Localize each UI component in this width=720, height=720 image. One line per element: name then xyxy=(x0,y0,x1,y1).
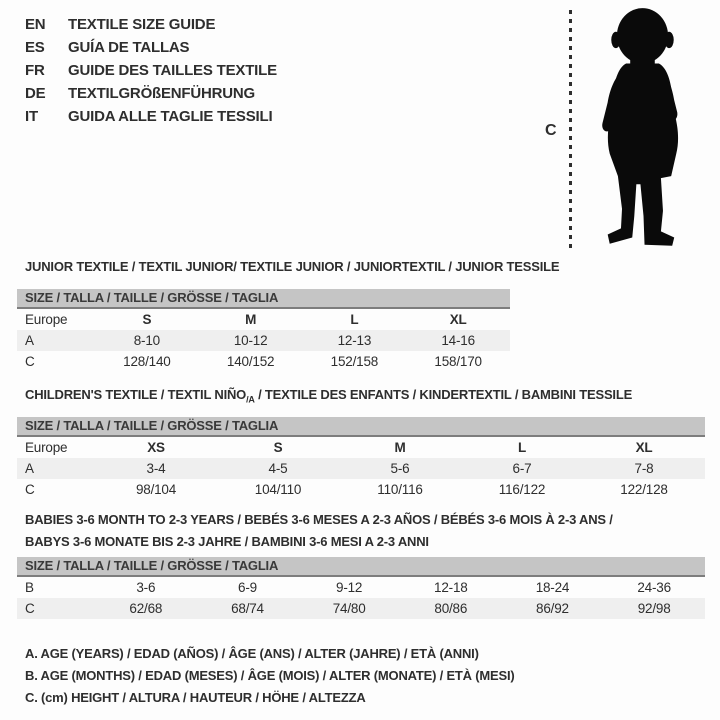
cell-value: 74/80 xyxy=(332,601,366,616)
language-code: DE xyxy=(25,85,46,102)
language-label: GUÍA DE TALLAS xyxy=(68,39,190,56)
children-size-table xyxy=(17,437,705,500)
language-row xyxy=(25,13,277,36)
cell-value: 24-36 xyxy=(637,580,671,595)
cell-value: 10-12 xyxy=(233,333,268,348)
children-size-table-block xyxy=(17,417,705,500)
cell-value: XL xyxy=(449,312,467,327)
language-code: IT xyxy=(25,108,38,125)
cell-value: 110/116 xyxy=(377,482,423,497)
table-row xyxy=(17,458,705,479)
cell-value: XS xyxy=(147,440,165,455)
cell-value: S xyxy=(273,440,283,455)
cell-value: M xyxy=(394,440,406,455)
language-header xyxy=(25,13,277,128)
cell-value: 18-24 xyxy=(535,580,570,595)
cell-value: 80/86 xyxy=(434,601,468,616)
table-row xyxy=(17,351,510,372)
cell-value: 5-6 xyxy=(390,461,410,476)
note-age-months: B. AGE (MONTHS) / EDAD (MESES) / ÂGE (MOIS) / ALTER (MONATE) / ETÀ (MESI) xyxy=(25,668,515,683)
cell-value: 12-18 xyxy=(434,580,468,595)
table-row xyxy=(17,577,705,598)
table-row xyxy=(17,437,705,458)
babies-size-table-block xyxy=(17,557,705,619)
cell-value: 7-8 xyxy=(634,461,654,476)
size-bar: SIZE / TALLA / TAILLE / GRÖSSE / TAGLIA xyxy=(17,289,510,309)
section-title-babies xyxy=(25,509,613,553)
junior-size-table xyxy=(17,309,510,372)
cell-value: 6-9 xyxy=(238,580,257,595)
babies-size-table xyxy=(17,577,705,619)
row-label: B xyxy=(25,580,34,595)
table-row xyxy=(17,598,705,619)
language-label: GUIDA ALLE TAGLIE TESSILI xyxy=(68,108,273,125)
section-title-text: CHILDREN'S TEXTILE / TEXTIL NIÑO xyxy=(25,387,247,402)
language-code: FR xyxy=(25,62,45,79)
language-code: ES xyxy=(25,39,45,56)
toddler-silhouette-icon xyxy=(579,6,707,252)
cell-value: 98/104 xyxy=(135,482,177,497)
cell-value: 3-6 xyxy=(136,580,156,595)
cell-value: M xyxy=(245,312,257,327)
row-label: C xyxy=(25,601,35,616)
cell-value: 8-10 xyxy=(133,333,160,348)
table-row xyxy=(17,309,510,330)
cell-value: 122/128 xyxy=(620,482,668,497)
section-title-text: JUNIOR TEXTILE / TEXTIL JUNIOR/ TEXTILE JUNIOR / JUNIORTEXTIL / JUNIOR TESSILE xyxy=(25,259,560,274)
cell-value: S xyxy=(142,312,152,327)
language-label: TEXTILE SIZE GUIDE xyxy=(68,16,216,33)
section-title-line2: BABYS 3-6 MONATE BIS 2-3 JAHRE / BAMBINI 3-6 MESI A 2-3 ANNI xyxy=(25,534,429,549)
legend-notes xyxy=(25,643,515,709)
language-row xyxy=(25,105,277,128)
cell-value: XL xyxy=(635,440,653,455)
cell-value: 3-4 xyxy=(146,461,166,476)
cell-value: 62/68 xyxy=(129,601,163,616)
section-title-line1: BABIES 3-6 MONTH TO 2-3 YEARS / BEBÉS 3-6 MESES A 2-3 AÑOS / BÉBÉS 3-6 MOIS À 2-3 ANS / xyxy=(25,512,613,527)
cell-value: 9-12 xyxy=(336,580,363,595)
language-row xyxy=(25,36,277,59)
cell-value: 12-13 xyxy=(337,333,372,348)
cell-value: 86/92 xyxy=(536,601,569,616)
language-row xyxy=(25,59,277,82)
language-label: TEXTILGRÖßENFÜHRUNG xyxy=(68,85,256,102)
cell-value: 116/122 xyxy=(498,482,546,497)
language-row xyxy=(25,82,277,105)
table-row xyxy=(17,330,510,351)
row-label: A xyxy=(25,461,34,476)
language-label: GUIDE DES TAILLES TEXTILE xyxy=(68,62,277,79)
cell-value: L xyxy=(517,440,527,455)
table-row xyxy=(17,479,705,500)
section-title-subscript: /A xyxy=(246,394,255,405)
cell-value: L xyxy=(350,312,359,327)
cell-value: 68/74 xyxy=(231,601,264,616)
cell-value: 152/158 xyxy=(330,354,379,369)
note-height-cm: C. (cm) HEIGHT / ALTURA / HAUTEUR / HÖHE / ALTEZZA xyxy=(25,690,366,705)
note-age-years: A. AGE (YEARS) / EDAD (AÑOS) / ÂGE (ANS) / ALTER (JAHRE) / ETÀ (ANNI) xyxy=(25,646,479,661)
cell-value: 6-7 xyxy=(512,461,532,476)
cell-value: 104/110 xyxy=(254,482,302,497)
size-bar: SIZE / TALLA / TAILLE / GRÖSSE / TAGLIA xyxy=(17,557,705,577)
size-bar: SIZE / TALLA / TAILLE / GRÖSSE / TAGLIA xyxy=(17,417,705,437)
height-dotted-line xyxy=(569,10,572,252)
cell-value: 140/152 xyxy=(226,354,275,369)
row-label: C xyxy=(25,482,35,497)
row-label: A xyxy=(25,333,34,348)
section-title-children xyxy=(25,384,632,411)
height-measure-label: C xyxy=(545,122,557,139)
cell-value: 128/140 xyxy=(123,354,171,369)
cell-value: 14-16 xyxy=(441,333,475,348)
row-label: Europe xyxy=(25,312,68,327)
row-label: C xyxy=(25,354,35,369)
cell-value: 4-5 xyxy=(268,461,288,476)
toddler-figure-area xyxy=(545,4,710,254)
language-code: EN xyxy=(25,16,46,33)
section-title-text: / TEXTILE DES ENFANTS / KINDERTEXTIL / BAMBINI TESSILE xyxy=(254,387,633,402)
row-label: Europe xyxy=(25,440,68,455)
cell-value: 92/98 xyxy=(637,601,671,616)
section-title-junior xyxy=(25,256,559,278)
cell-value: 158/170 xyxy=(434,354,482,369)
junior-size-table-block xyxy=(17,289,510,372)
